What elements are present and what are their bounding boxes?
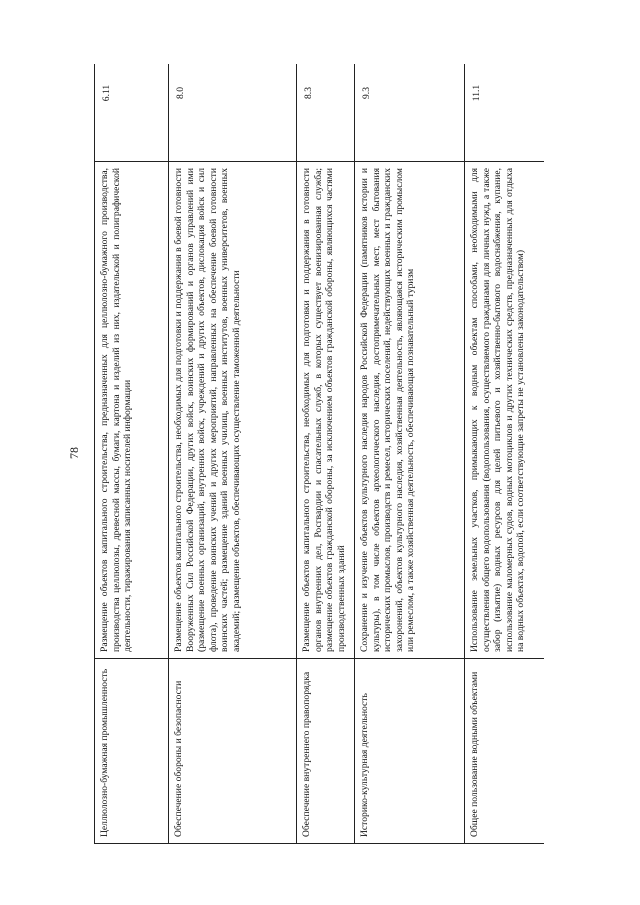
use-type-description: Размещение объектов капитального строительства, необходимых для подготовки и поддержания в готовности органов внутренних дел, Росгвардии и спасательных служб, в которых существует военизированная служба; размещение объектов гражданской обороны, за исключением объектов гражданской обороны, являющихся частями производственных зданий bbox=[297, 162, 355, 659]
land-use-table bbox=[94, 64, 544, 844]
use-type-name: Общее пользование водными объектами bbox=[465, 659, 545, 844]
use-type-code: 8.0 bbox=[169, 64, 297, 162]
land-use-table-wrapper bbox=[94, 64, 544, 844]
table-row bbox=[465, 64, 545, 844]
use-type-code: 6.11 bbox=[95, 64, 169, 162]
use-type-code: 9.3 bbox=[355, 64, 465, 162]
use-type-description: Использование земельных участков, примыкающих к водным объектам способами, необходимыми для осуществления общего водопользования (водопользования, осуществляемого гражданами для личных нужд, а также забор (изъятие) водных ресурсов для целей питьевого и хозяйственно-бытового водоснабжения, купание, использование маломерных судов, водных мотоциклов и других технических средств, предназначенных для отдыха на водных объектах, водопой, если соответствующие запреты не установлены законодательством) bbox=[465, 162, 545, 659]
page-number: 78 bbox=[67, 447, 81, 459]
table-row bbox=[355, 64, 465, 844]
use-type-description: Сохранение и изучение объектов культурного наследия народов Российской Федерации (памятников истории и культуры), в том числе объектов археологического наследия, достопримечательных мест, мест бытования исторических промыслов, производств и ремесел, исторических поселений, недействующих военных и гражданских захоронений, объектов культурного наследия, хозяйственная деятельность, являющаяся историческим промыслом или ремеслом, а также хозяйственная деятельность, обеспечивающая познавательный туризм bbox=[355, 162, 465, 659]
use-type-description: Размещение объектов капитального строительства, необходимых для подготовки и поддержания в боевой готовности Вооруженных Сил Российской Федерации, других войск, воинских формирований и органов управлений ими (размещение военных организаций, внутренних войск, учреждений и других объектов, дислокация войск и сил флота), проведение воинских учений и других мероприятий, направленных на обеспечение боевой готовности воинских частей; размещение зданий военных училищ, военных институтов, военных университетов, военных академий; размещение объектов, обеспечивающих осуществление таможенной деятельности bbox=[169, 162, 297, 659]
table-row bbox=[169, 64, 297, 844]
use-type-name: Историко-культурная деятельность bbox=[355, 659, 465, 844]
use-type-description: Размещение объектов капитального строительства, предназначенных для целлюлозно-бумажного производства, производства целлюлозы, древесной массы, бумаги, картона и изделий из них, издательской и полиграфической деятельности, тиражирования записанных носителей информации bbox=[95, 162, 169, 659]
use-type-name: Целлюлозно-бумажная промышленность bbox=[95, 659, 169, 844]
table-row bbox=[95, 64, 169, 844]
use-type-name: Обеспечение внутреннего правопорядка bbox=[297, 659, 355, 844]
use-type-code: 8.3 bbox=[297, 64, 355, 162]
use-type-code: 11.1 bbox=[465, 64, 545, 162]
use-type-name: Обеспечение обороны и безопасности bbox=[169, 659, 297, 844]
table-row bbox=[297, 64, 355, 844]
